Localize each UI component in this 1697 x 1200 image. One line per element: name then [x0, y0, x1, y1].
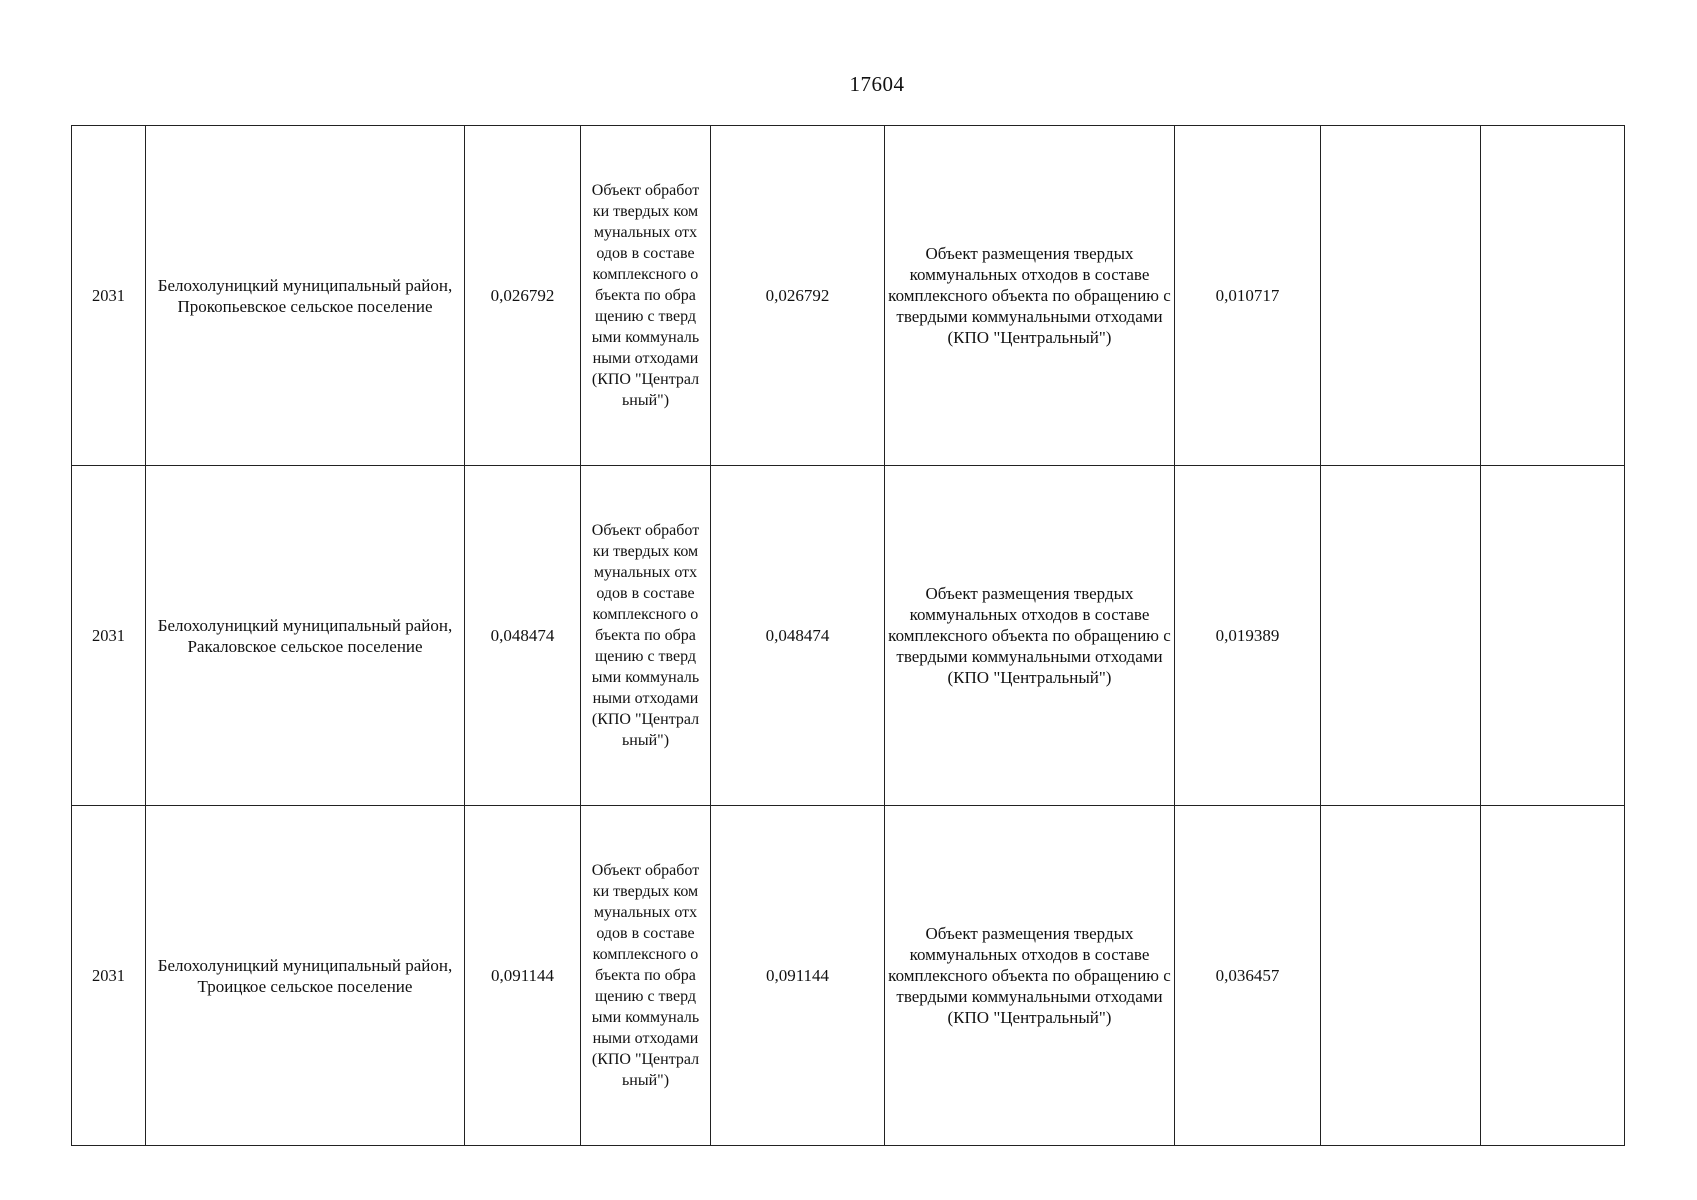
volume-3-value: 0,019389: [1215, 626, 1280, 645]
year-cell: [72, 806, 146, 1146]
volume-1-cell: [465, 806, 581, 1146]
volume-3-value: 0,036457: [1215, 966, 1280, 985]
volume-2-value: 0,026792: [765, 286, 830, 305]
empty-cell: [1321, 806, 1481, 1146]
volume-3-cell: [1175, 806, 1321, 1146]
disposal-object-cell: [885, 126, 1175, 466]
processing-object-cell: [581, 806, 711, 1146]
processing-object-text: Объект обработки твердых коммунальных отходов в составе комплексного объекта по обращению с твердыми коммунальными отходами (КПО "Центральный"): [591, 862, 700, 1089]
empty-cell: [1481, 466, 1625, 806]
territory-name: Белохолуницкий муниципальный район, Троицкое сельское поселение: [157, 955, 453, 996]
territory-cell: [146, 126, 465, 466]
processing-object-text: Объект обработки твердых коммунальных отходов в составе комплексного объекта по обращению с твердыми коммунальными отходами (КПО "Центральный"): [591, 182, 700, 409]
disposal-object-text: Объект размещения твердых коммунальных отходов в составе комплексного объекта по обращению с твердыми коммунальными отходами (КПО "Центральный"): [888, 924, 1171, 1027]
year-cell: [72, 126, 146, 466]
territory-name: Белохолуницкий муниципальный район, Ракаловское сельское поселение: [157, 615, 453, 656]
volume-2-cell: [711, 806, 885, 1146]
volume-3-value: 0,010717: [1215, 286, 1280, 305]
empty-cell: [1481, 806, 1625, 1146]
volume-1-cell: [465, 466, 581, 806]
disposal-object-cell: [885, 466, 1175, 806]
year-value: 2031: [92, 626, 125, 645]
territory-name: Белохолуницкий муниципальный район, Прокопьевское сельское поселение: [157, 275, 453, 316]
year-value: 2031: [92, 966, 125, 985]
empty-cell: [1481, 126, 1625, 466]
volume-2-value: 0,048474: [765, 626, 830, 645]
disposal-object-text: Объект размещения твердых коммунальных отходов в составе комплексного объекта по обращению с твердыми коммунальными отходами (КПО "Центральный"): [888, 584, 1171, 687]
processing-object-cell: [581, 466, 711, 806]
year-cell: [72, 466, 146, 806]
table-row: [72, 126, 1625, 466]
territory-cell: [146, 466, 465, 806]
volume-3-cell: [1175, 466, 1321, 806]
data-table: [71, 125, 1625, 1146]
volume-1-value: 0,048474: [490, 626, 555, 645]
processing-object-cell: [581, 126, 711, 466]
page-number: 17604: [849, 72, 905, 96]
territory-cell: [146, 806, 465, 1146]
volume-2-cell: [711, 466, 885, 806]
table-row: [72, 806, 1625, 1146]
table-row: [72, 466, 1625, 806]
processing-object-text: Объект обработки твердых коммунальных отходов в составе комплексного объекта по обращению с твердыми коммунальными отходами (КПО "Центральный"): [591, 522, 700, 749]
volume-1-value: 0,026792: [490, 286, 555, 305]
empty-cell: [1321, 126, 1481, 466]
empty-cell: [1321, 466, 1481, 806]
volume-3-cell: [1175, 126, 1321, 466]
year-value: 2031: [92, 286, 125, 305]
volume-1-cell: [465, 126, 581, 466]
volume-2-cell: [711, 126, 885, 466]
volume-2-value: 0,091144: [765, 966, 830, 985]
disposal-object-text: Объект размещения твердых коммунальных отходов в составе комплексного объекта по обращению с твердыми коммунальными отходами (КПО "Центральный"): [888, 244, 1171, 347]
disposal-object-cell: [885, 806, 1175, 1146]
volume-1-value: 0,091144: [490, 966, 555, 985]
